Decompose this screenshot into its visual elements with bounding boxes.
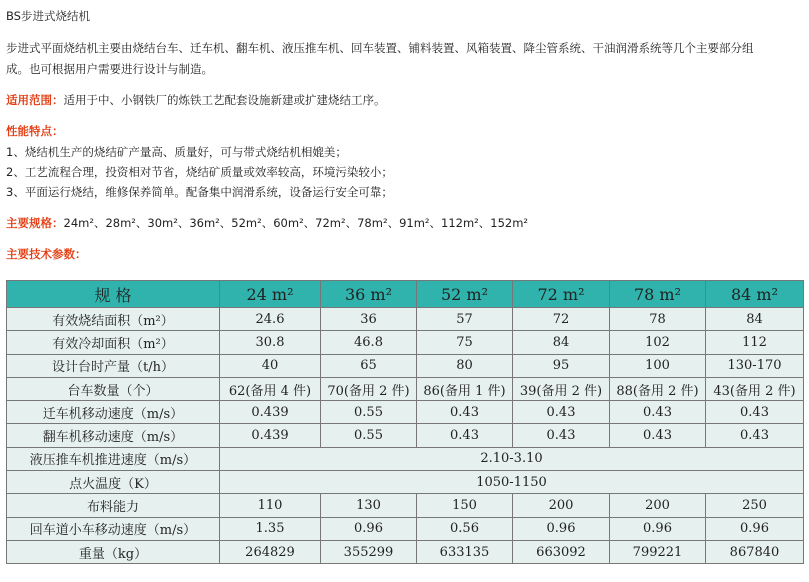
scope-text: 适用于中、小钢铁厂的炼铁工艺配套设施新建或扩建烧结工序。: [63, 93, 386, 107]
value-cell: 75: [417, 331, 513, 354]
value-cell: 200: [610, 494, 706, 517]
intro-text-line-1: 步进式平面烧结机主要由烧结台车、迁车机、翻车机、液压推车机、回车装置、铺料装置、风箱装置、降尘管系统、干油润滑系统等几个主要部分组: [6, 41, 754, 55]
table-header-row: [7, 281, 804, 308]
feature-item: 3、平面运行烧结，维修保养简单。配备集中润滑系统，设备运行安全可靠；: [6, 185, 393, 199]
value-cell: 250: [706, 494, 804, 517]
table-row: [7, 377, 804, 400]
value-cell: 867840: [706, 540, 804, 563]
value-cell: 30.8: [220, 331, 321, 354]
value-cell: 36: [321, 308, 417, 331]
row-label: 点火温度（K）: [7, 471, 220, 494]
header-cell-size: 72 m²: [513, 281, 610, 308]
merged-value-cell: 1050-1150: [220, 471, 804, 494]
value-cell: 0.43: [417, 401, 513, 424]
scope-section: [6, 92, 386, 108]
value-cell: 0.43: [610, 401, 706, 424]
value-cell: 0.43: [706, 401, 804, 424]
value-cell: 95: [513, 354, 610, 377]
value-cell: 264829: [220, 540, 321, 563]
value-cell: 72: [513, 308, 610, 331]
value-cell: 799221: [610, 540, 706, 563]
tech-params-heading: 主要技术参数：: [6, 247, 87, 261]
value-cell: 0.43: [706, 424, 804, 447]
value-cell: 663092: [513, 540, 610, 563]
value-cell: 70(备用 2 件): [321, 377, 417, 400]
value-cell: 46.8: [321, 331, 417, 354]
value-cell: 110: [220, 494, 321, 517]
row-label: 液压推车机推进速度（m/s）: [7, 447, 220, 470]
value-cell: 84: [706, 308, 804, 331]
table-row: [7, 540, 804, 563]
table-row: [7, 494, 804, 517]
value-cell: 102: [610, 331, 706, 354]
merged-value-cell: 2.10-3.10: [220, 447, 804, 470]
value-cell: 0.55: [321, 401, 417, 424]
value-cell: 84: [513, 331, 610, 354]
value-cell: 0.56: [417, 517, 513, 540]
value-cell: 0.439: [220, 401, 321, 424]
table-row: [7, 331, 804, 354]
value-cell: 0.96: [706, 517, 804, 540]
header-cell-size: 24 m²: [220, 281, 321, 308]
header-cell-size: 78 m²: [610, 281, 706, 308]
tech-params-table: [6, 280, 804, 564]
value-cell: 633135: [417, 540, 513, 563]
value-cell: 200: [513, 494, 610, 517]
table-row: [7, 424, 804, 447]
value-cell: 0.96: [513, 517, 610, 540]
table-row: [7, 308, 804, 331]
value-cell: 112: [706, 331, 804, 354]
row-label: 回车道小车移动速度（m/s）: [7, 517, 220, 540]
value-cell: 0.43: [417, 424, 513, 447]
value-cell: 65: [321, 354, 417, 377]
value-cell: 88(备用 2 件): [610, 377, 706, 400]
value-cell: 0.96: [321, 517, 417, 540]
specs-text: 24m²、28m²、30m²、36m²、52m²、60m²、72m²、78m²、91m²、112m²、152m²: [63, 216, 529, 230]
value-cell: 80: [417, 354, 513, 377]
row-label: 有效冷却面积（m²）: [7, 331, 220, 354]
value-cell: 39(备用 2 件): [513, 377, 610, 400]
value-cell: 1.35: [220, 517, 321, 540]
value-cell: 62(备用 4 件): [220, 377, 321, 400]
page-title: BS步进式烧结机: [6, 9, 90, 23]
value-cell: 0.439: [220, 424, 321, 447]
value-cell: 57: [417, 308, 513, 331]
header-cell-size: 36 m²: [321, 281, 417, 308]
header-cell-size: 84 m²: [706, 281, 804, 308]
value-cell: 24.6: [220, 308, 321, 331]
value-cell: 130-170: [706, 354, 804, 377]
row-label: 布料能力: [7, 494, 220, 517]
value-cell: 86(备用 1 件): [417, 377, 513, 400]
value-cell: 0.43: [610, 424, 706, 447]
feature-item: 2、工艺流程合理，投资相对节省，烧结矿质量或效率较高，环境污染较小；: [6, 165, 393, 179]
specs-section: [6, 215, 528, 231]
table-row: [7, 517, 804, 540]
features-heading: 性能特点：: [6, 124, 64, 138]
value-cell: 78: [610, 308, 706, 331]
value-cell: 0.55: [321, 424, 417, 447]
table-row: [7, 447, 804, 470]
intro-text-line-2: 成。也可根据用户需要进行设计与制造。: [6, 62, 213, 76]
value-cell: 40: [220, 354, 321, 377]
row-label: 迁车机移动速度（m/s）: [7, 401, 220, 424]
row-label: 重量（kg）: [7, 540, 220, 563]
value-cell: 150: [417, 494, 513, 517]
specs-label: 主要规格：: [6, 216, 64, 230]
row-label: 翻车机移动速度（m/s）: [7, 424, 220, 447]
scope-label: 适用范围：: [6, 93, 64, 107]
table-row: [7, 354, 804, 377]
feature-item: 1、烧结机生产的烧结矿产量高、质量好，可与带式烧结机相媲美；: [6, 145, 347, 159]
value-cell: 130: [321, 494, 417, 517]
table-row: [7, 471, 804, 494]
value-cell: 355299: [321, 540, 417, 563]
row-label: 有效烧结面积（m²）: [7, 308, 220, 331]
value-cell: 0.43: [513, 401, 610, 424]
header-cell-size: 52 m²: [417, 281, 513, 308]
value-cell: 0.43: [513, 424, 610, 447]
value-cell: 100: [610, 354, 706, 377]
row-label: 设计台时产量（t/h）: [7, 354, 220, 377]
value-cell: 43(备用 2 件): [706, 377, 804, 400]
header-cell-spec: 规 格: [7, 281, 220, 308]
row-label: 台车数量（个）: [7, 377, 220, 400]
table-row: [7, 401, 804, 424]
value-cell: 0.96: [610, 517, 706, 540]
